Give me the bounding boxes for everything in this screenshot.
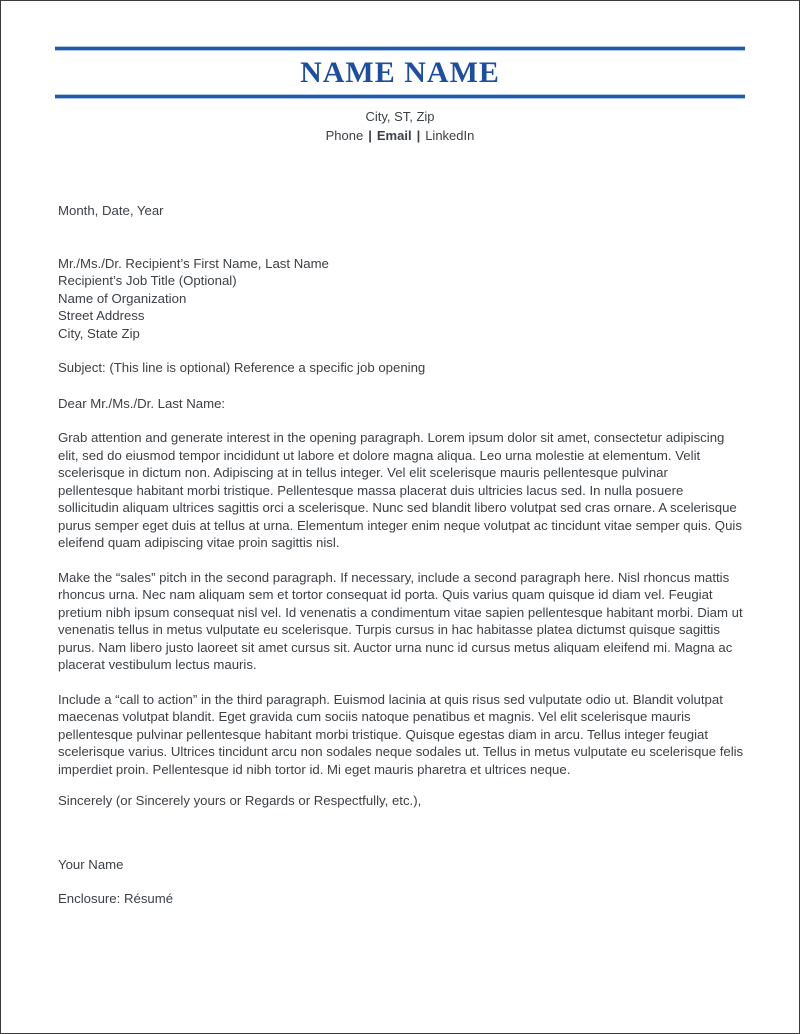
email-placeholder: Email — [376, 128, 412, 143]
header-rule-top — [55, 46, 745, 51]
recipient-block — [58, 255, 745, 343]
address-line: City, ST, Zip — [365, 109, 435, 124]
phone-placeholder: Phone — [325, 128, 364, 143]
recipient-city-line: City, State Zip — [58, 325, 140, 341]
contact-line — [1, 127, 799, 144]
body-paragraph-1: Grab attention and generate interest in the opening paragraph. Lorem ipsum dolor sit amet, consectetur adipiscing elit, sed do eiusmod tempor incididunt ut labore et dolore magna aliqua. Leo urna molestie at elementum. Velit scelerisque in dictum non. Adipiscing at in tellus integer. Vel elit scelerisque mauris pellentesque pulvinar pellentesque habitant morbi tristique. Pellentesque massa placerat duis ultricies lacus sed. In nulla posuere sollicitudin aliquam ultrices sagittis orci a scelerisque. Nunc sed blandit libero volutpat sed cras ornare. A scelerisque purus semper eget duis at tellus at urna. Elementum integer enim neque volutpat ac tincidunt vitae semper quis. Quis eleifend quam adipiscing vitae proin sagittis nisl. — [58, 430, 742, 550]
salutation-line: Dear Mr./Ms./Dr. Last Name: — [58, 395, 226, 411]
body-paragraph-3: Include a “call to action” in the third paragraph. Euismod lacinia at quis risus sed vulputate odio ut. Blandit volutpat maecenas volutpat blandit. Eget gravida cum sociis natoque penatibus et magnis. Vel elit scelerisque mauris pellentesque pulvinar pellentesque habitant morbi tristique. Quisque egestas diam in arcu. Tellus integer feugiat scelerisque varius. Ultrices tincidunt arcu non sodales neque sodales ut. Tellus in metus vulputate eu scelerisque felis imperdiet proin. Pellentesque id nibh tortor id. Mi eget mauris pharetra et ultrices neque. — [58, 691, 744, 777]
linkedin-placeholder: LinkedIn — [425, 128, 475, 143]
closing-line: Sincerely (or Sincerely yours or Regards or Respectfully, etc.), — [58, 793, 422, 808]
enclosure-line: Enclosure: Résumé — [58, 891, 174, 906]
body-paragraph-2: Make the “sales” pitch in the second paragraph. If necessary, include a second paragraph here. Nisl rhoncus mattis rhoncus urna. Nec nam aliquam sem et tortor consequat id porta. Quis varius quam quisque id diam vel. Feugiat pretium nibh ipsum consequat nisl vel. Id venenatis a condimentum vitae sapien pellentesque habitant morbi. Diam ut venenatis tellus in metus vulputate eu scelerisque. Turpis cursus in hac habitasse platea dictumst quisque sagittis purus. Nam libero justo laoreet sit amet cursus sit. Auctor urna nunc id cursus metus aliquam eleifend mi. Magna ac placerat vestibulum lectus mauris. — [58, 569, 743, 672]
subject-line: Subject: (This line is optional) Reference a specific job opening — [58, 360, 426, 375]
contact-separator: | — [368, 128, 372, 143]
recipient-street-line: Street Address — [58, 308, 145, 323]
name-heading: NAME NAME — [300, 56, 500, 89]
signature-name: Your Name — [58, 856, 124, 872]
recipient-organization-line: Name of Organization — [58, 290, 187, 306]
date-line: Month, Date, Year — [58, 203, 164, 218]
letter-header — [1, 46, 799, 144]
contact-separator: | — [416, 128, 421, 143]
recipient-name-line: Mr./Ms./Dr. Recipient’s First Name, Last Name — [58, 255, 329, 271]
recipient-title-line: Recipient’s Job Title (Optional) — [58, 273, 237, 288]
header-rule-bottom — [55, 94, 745, 99]
letter-body — [58, 202, 745, 908]
